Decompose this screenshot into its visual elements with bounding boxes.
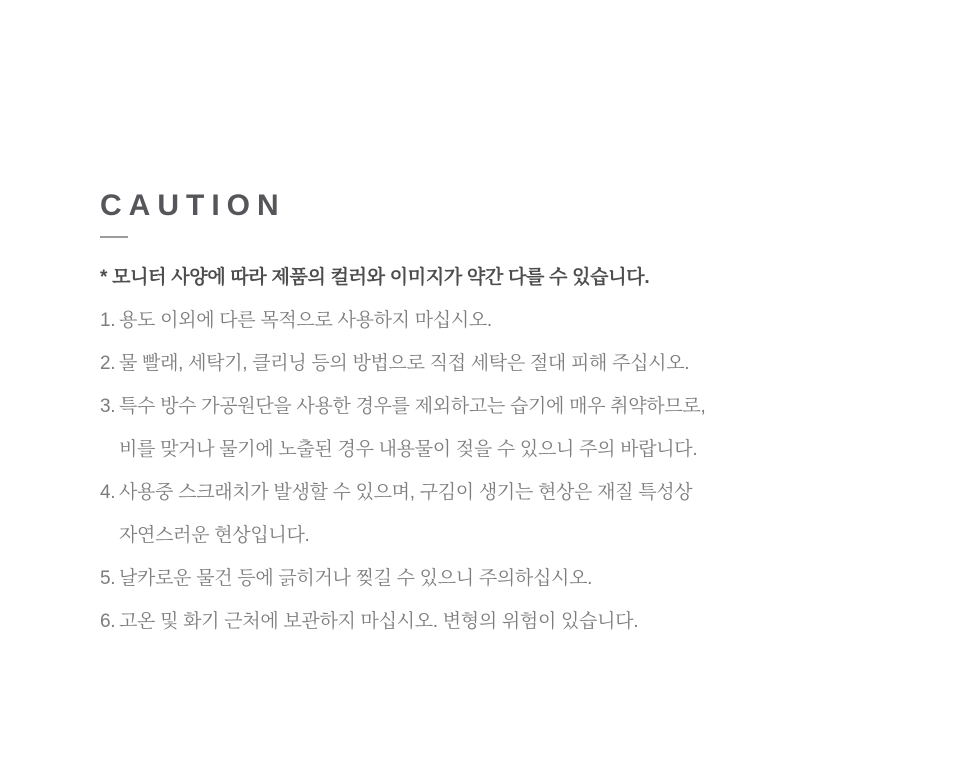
item-number: 6. (100, 611, 116, 632)
item-text-line: 자연스러운 현상입니다. (119, 525, 310, 546)
item-text-line: 날카로운 물건 등에 긁히거나 찢길 수 있으니 주의하십시오. (119, 568, 593, 589)
item-text (119, 600, 880, 643)
caution-item (100, 471, 880, 557)
item-text-line: 물 빨래, 세탁기, 클리닝 등의 방법으로 직접 세탁은 절대 피해 주십시오. (119, 353, 690, 374)
title-underline (100, 236, 128, 238)
item-text (119, 557, 880, 600)
item-text-line: 용도 이외에 다른 목적으로 사용하지 마십시오. (119, 310, 492, 331)
item-number: 3. (100, 396, 116, 417)
caution-title: CAUTION (100, 189, 286, 222)
item-number: 4. (100, 482, 116, 503)
caution-item (100, 557, 880, 600)
item-text-line: 사용중 스크래치가 발생할 수 있으며, 구김이 생기는 현상은 재질 특성상 (119, 482, 693, 503)
caution-item (100, 600, 880, 643)
item-text-line: 고온 및 화기 근처에 보관하지 마십시오. 변형의 위험이 있습니다. (119, 611, 639, 632)
caution-item (100, 342, 880, 385)
item-text (119, 299, 880, 342)
item-number: 2. (100, 353, 116, 374)
item-text (119, 385, 880, 471)
caution-item (100, 299, 880, 342)
item-text (119, 342, 880, 385)
item-number: 1. (100, 310, 116, 331)
item-text-line: 비를 맞거나 물기에 노출된 경우 내용물이 젖을 수 있으니 주의 바랍니다. (119, 439, 698, 460)
monitor-color-note: * 모니터 사양에 따라 제품의 컬러와 이미지가 약간 다를 수 있습니다. (100, 267, 650, 288)
item-text (119, 471, 880, 557)
caution-list (100, 299, 880, 643)
caution-item (100, 385, 880, 471)
item-number: 5. (100, 568, 116, 589)
caution-section (100, 190, 880, 643)
item-text-line: 특수 방수 가공원단을 사용한 경우를 제외하고는 습기에 매우 취약하므로, (119, 396, 706, 417)
